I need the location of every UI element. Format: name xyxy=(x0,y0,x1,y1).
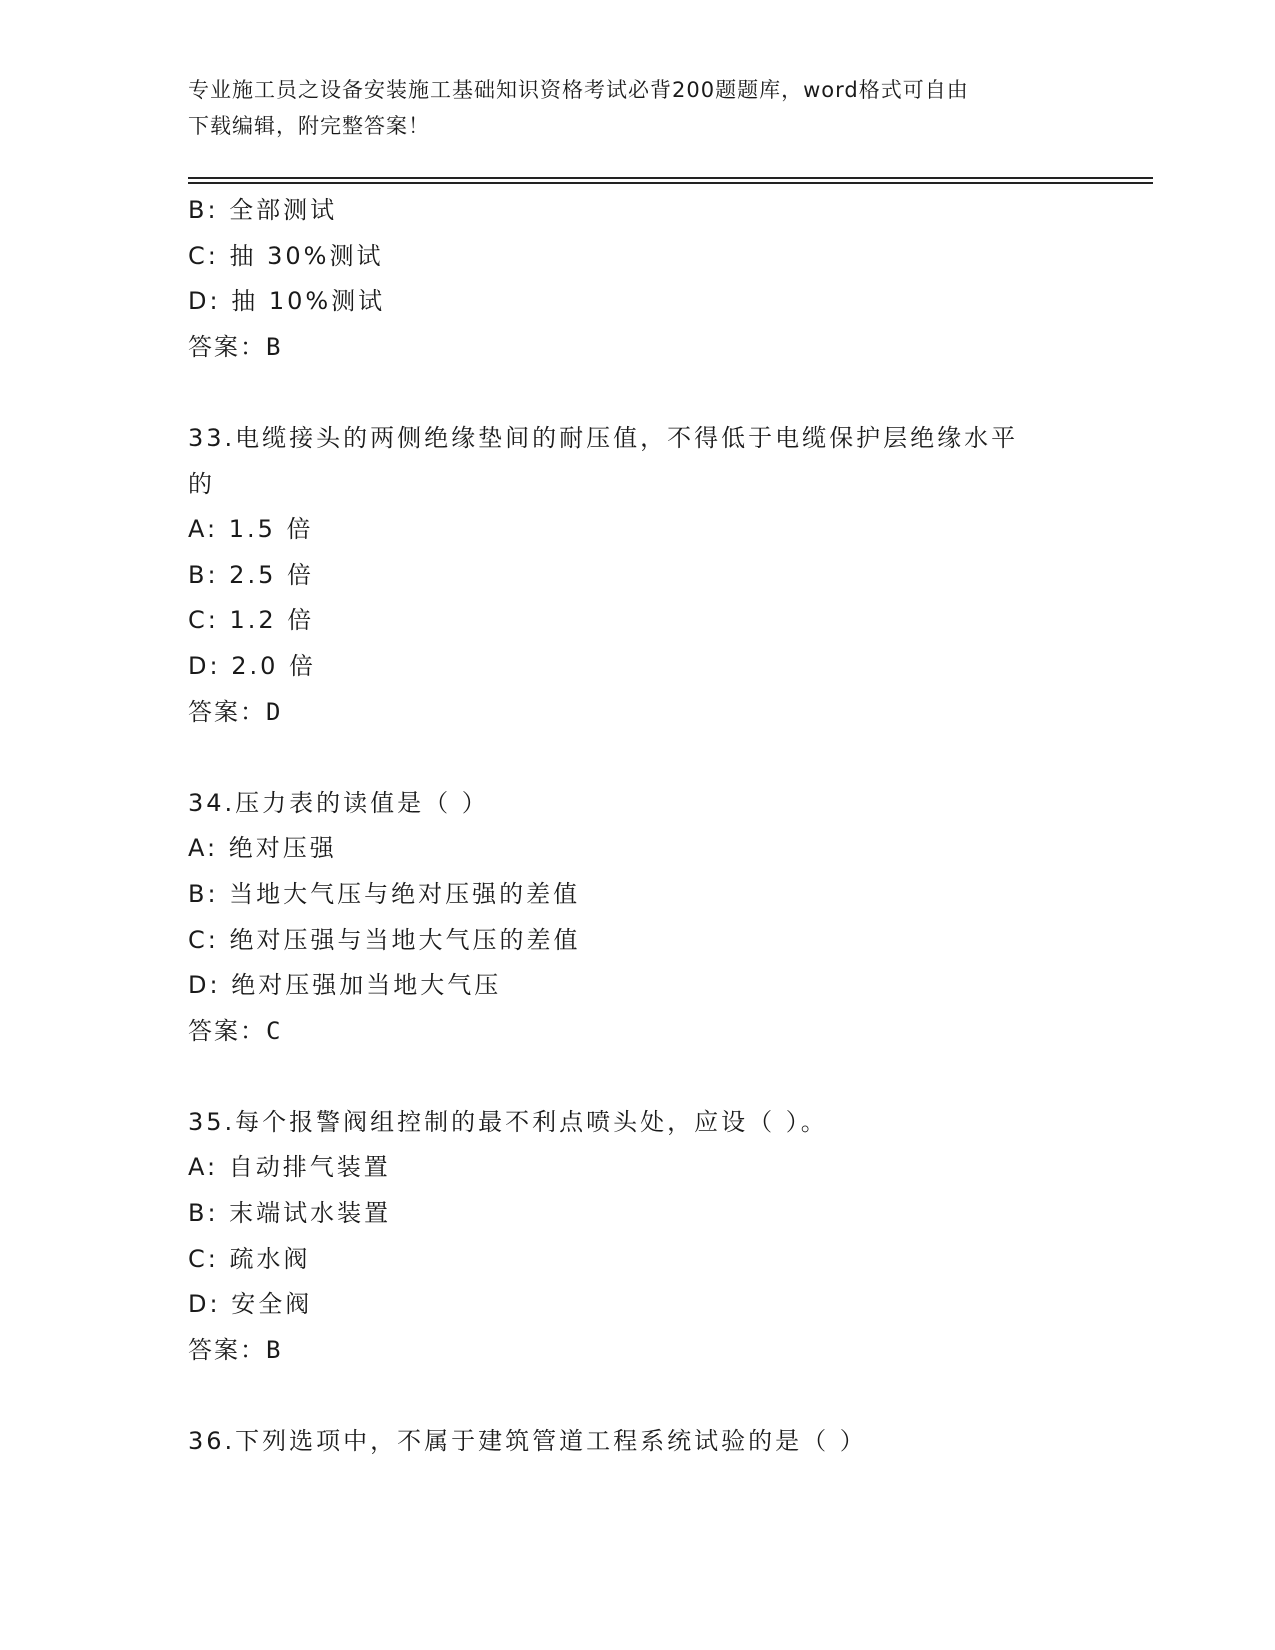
question-35 xyxy=(188,1100,1088,1374)
option-a: A: 绝对压强 xyxy=(188,834,337,863)
question-34 xyxy=(188,781,1088,1055)
option-c: C: 疏水阀 xyxy=(188,1244,311,1273)
option-d: D: 安全阀 xyxy=(188,1290,313,1319)
option-a: A: 1.5 倍 xyxy=(188,515,314,544)
question-36 xyxy=(188,1419,1088,1465)
question-stem: 35.每个报警阀组控制的最不利点喷头处，应设（ ）。 xyxy=(188,1107,828,1136)
answer: 答案：D xyxy=(188,697,283,726)
option-b: B: 2.5 倍 xyxy=(188,560,314,589)
option-b: B: 全部测试 xyxy=(188,196,338,224)
question-stem: 36.下列选项中，不属于建筑管道工程系统试验的是（ ） xyxy=(188,1427,867,1456)
option-b: B: 当地大气压与绝对压强的差值 xyxy=(188,879,581,908)
option-b: B: 末端试水装置 xyxy=(188,1199,392,1228)
header-title-line-2: 下载编辑，附完整答案！ xyxy=(188,114,430,138)
option-d: D: 抽 10%测试 xyxy=(188,287,386,316)
header-divider-top xyxy=(188,177,1153,179)
answer: 答案：B xyxy=(188,1335,283,1364)
question-stem: 34.压力表的读值是（ ） xyxy=(188,788,489,817)
option-c: C: 1.2 倍 xyxy=(188,606,315,635)
question-33 xyxy=(188,416,1088,735)
option-d: D: 2.0 倍 xyxy=(188,651,316,680)
option-c: C: 抽 30%测试 xyxy=(188,241,384,270)
document-header xyxy=(188,72,1088,144)
question-list xyxy=(188,188,1088,1465)
answer: 答案：B xyxy=(188,332,283,361)
header-divider-bottom xyxy=(188,182,1153,184)
option-c: C: 绝对压强与当地大气压的差值 xyxy=(188,925,581,954)
header-title-line-1: 专业施工员之设备安装施工基础知识资格考试必背200题题库，word格式可自由 xyxy=(188,78,969,102)
answer: 答案：C xyxy=(188,1016,283,1045)
option-d: D: 绝对压强加当地大气压 xyxy=(188,971,502,1000)
option-a: A: 自动排气装置 xyxy=(188,1153,391,1182)
question-stem: 33.电缆接头的两侧绝缘垫间的耐压值，不得低于电缆保护层绝缘水平 xyxy=(188,423,1019,452)
question-stem-continued: 的 xyxy=(188,469,215,498)
question-continued xyxy=(188,188,1088,370)
